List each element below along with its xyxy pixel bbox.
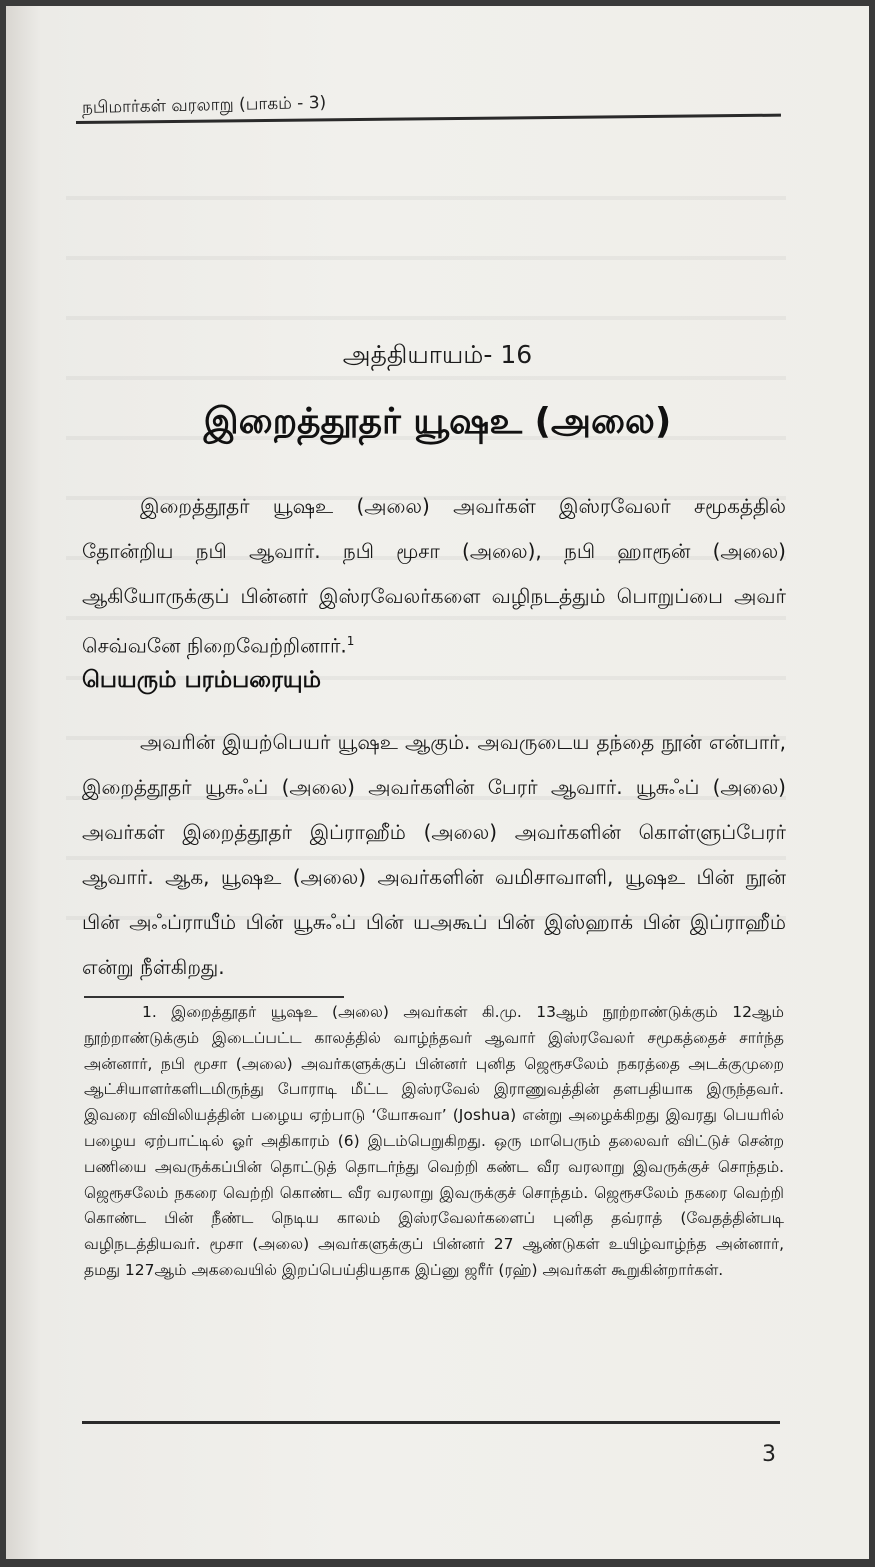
chapter-label: அத்தியாயம்- 16 [342,340,533,369]
footnote-divider [84,996,344,998]
chapter-title: இறைத்தூதர் யூஷஉ (அலை) [203,401,672,442]
section-heading: பெயரும் பரம்பரையும் [82,667,322,693]
book-page [6,6,869,1559]
intro-paragraph [82,484,786,669]
intro-paragraph-text: இறைத்தூதர் யூஷஉ (அலை) அவர்கள் இஸ்ரவேலர் சமூகத்தில் தோன்றிய நபி ஆவார். நபி மூசா (அலை), நபி ஹாரூன் (அலை) ஆகியோருக்குப் பின்னர் இஸ்ரவேலர்களை வழிநடத்தும் பொறுப்பை அவர் செவ்வனே நிறைவேற்றினார். [82,494,786,658]
lineage-paragraph: அவரின் இயற்பெயர் யூஷஉ ஆகும். அவருடைய தந்தை நூன் என்பார், இறைத்தூதர் யூசுஃப் (அலை) அவர்களின் பேரர் ஆவார். யூசுஃப் (அலை) அவர்கள் இறைத்தூதர் இப்ராஹீம் (அலை) அவர்களின் கொள்ளுப்பேரர் ஆவார். ஆக, யூஷஉ (அலை) அவர்களின் வமிசாவாளி, யூஷஉ பின் நூன் பின் அஃப்ராயீம் பின் யூசுஃப் பின் யஅகூப் பின் இஸ்ஹாக் பின் இப்ராஹீம் என்று நீள்கிறது. [82,730,786,979]
footer-rule [82,1421,780,1424]
page-number: 3 [762,1442,776,1467]
footnote-reference: 1 [346,634,355,648]
footnote: 1. இறைத்தூதர் யூஷஉ (அலை) அவர்கள் கி.மு. 13ஆம் நூற்றாண்டுக்கும் 12ஆம் நூற்றாண்டுக்கும் இடைப்பட்ட காலத்தில் வாழ்ந்தவர் ஆவார் இஸ்ரவேலர் சமூகத்தைச் சார்ந்த அன்னார், நபி மூசா (அலை) அவர்களுக்குப் பின்னர் புனித ஜெரூசலேம் நகரத்தை அடக்குமுறை ஆட்சியாளர்களிடமிருந்து போராடி மீட்ட இஸ்ரவேல் இராணுவத்தின் தளபதியாக இருந்தவர். இவரை விவிலியத்தின் பழைய ஏற்பாடு ‘யோசுவா’ (Joshua) என்று அழைக்கிறது இவரது பெயரில் பழைய ஏற்பாட்டில் ஓர் அதிகாரம் (6) இடம்பெறுகிறது. ஒரு மாபெரும் தலைவர் விட்டுச் சென்ற பணியை அவருக்கப்பின் தொட்டுத் தொடர்ந்து வெற்றி கண்ட வீர வரலாறு இவருக்குச் சொந்தம். ஜெரூசலேம் நகரை வெற்றி கொண்ட வீர வரலாறு இவருக்குச் சொந்தம். ஜெரூசலேம் நகரை வெற்றி கொண்ட பின் நீண்ட நெடிய காலம் இஸ்ரவேலர்களைப் புனித தவ்ராத் (வேதத்தின்படி வழிநடத்தியவர். மூசா (அலை) அவர்களுக்குப் பின்னர் 27 ஆண்டுகள் உயிழ்வாழ்ந்த அன்னார், தமது 127ஆம் அகவையில் இறப்பெய்தியதாக இப்னு ஜரீர் (ரஹ்) அவர்கள் கூறுகின்றார்கள். [84,1003,784,1279]
running-head: நபிமார்கள் வரலாறு (பாகம் - 3) [81,92,327,118]
